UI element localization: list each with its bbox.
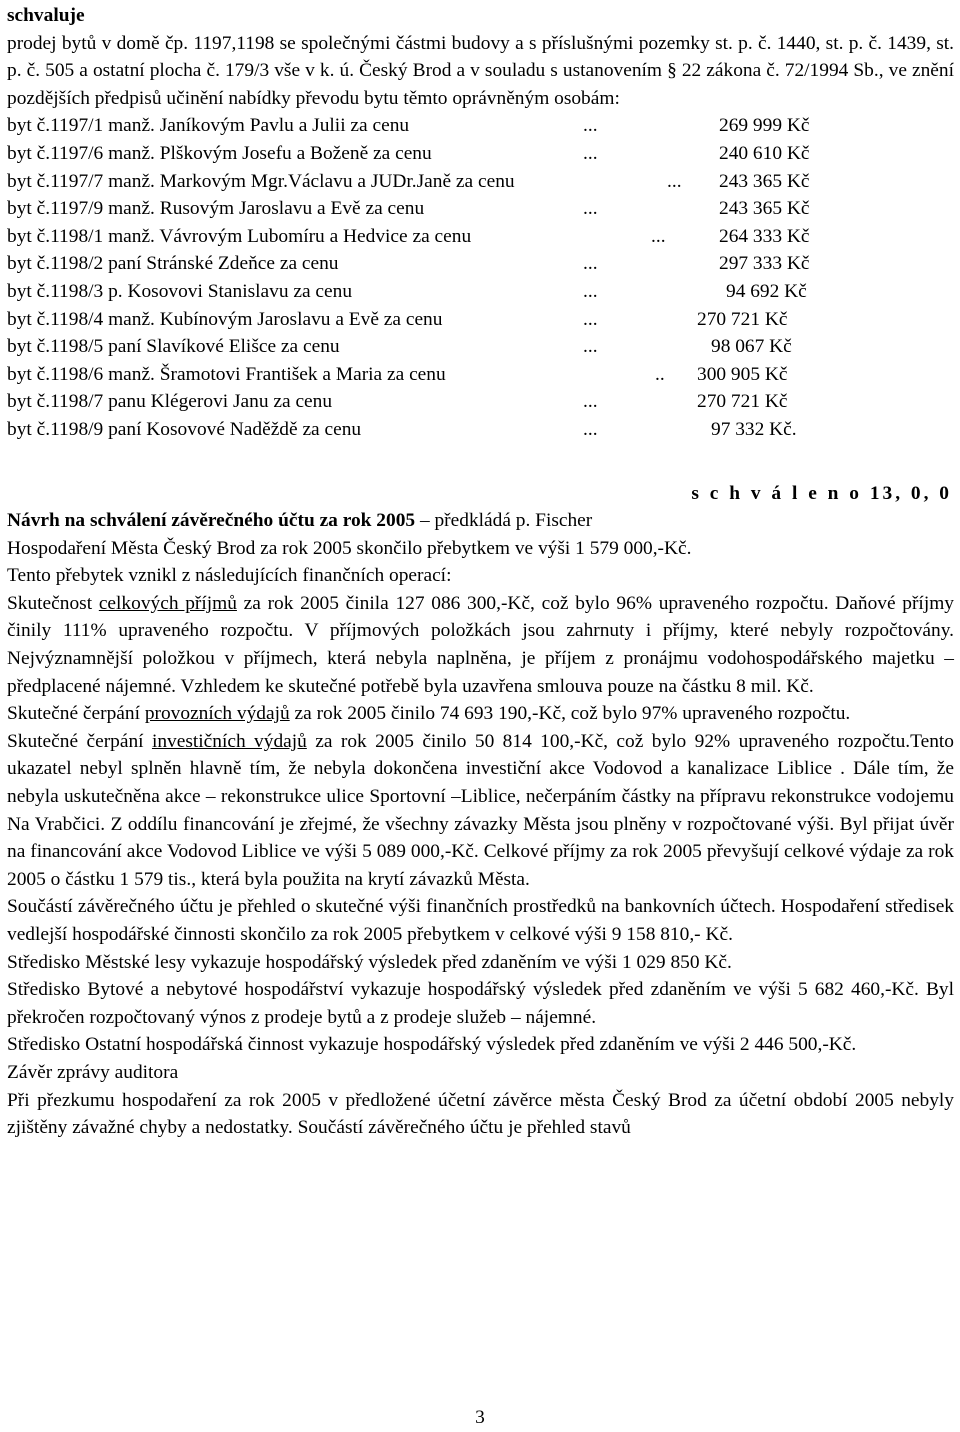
proposal-title: Návrh na schválení závěrečného účtu za rok 2005 xyxy=(7,510,416,532)
apartment-row xyxy=(7,333,954,361)
leader-dots: ... xyxy=(667,170,682,192)
paragraph-other-activity: Středisko Ostatní hospodářská činnost vykazuje hospodářský výsledek před zdaněním ve výši 2 446 500,-Kč. xyxy=(7,1034,857,1056)
apartment-price: 94 692 Kč xyxy=(726,280,807,302)
apartment-price: 243 365 Kč xyxy=(719,170,810,192)
apartment-price: 270 721 Kč xyxy=(697,308,788,330)
apartment-price: 264 333 Kč xyxy=(719,225,810,247)
leader-dots: ... xyxy=(583,418,598,440)
apartment-price: 270 721 Kč xyxy=(697,391,788,413)
paragraph-operating-expenses: Skutečné čerpání provozních výdajů za rok 2005 činilo 74 693 190,-Kč, což bylo 97% upraveného rozpočtu. xyxy=(7,703,851,725)
approval-result: s c h v á l e n o 13, 0, 0 xyxy=(691,482,952,504)
page-number: 3 xyxy=(475,1407,485,1428)
apartment-row xyxy=(7,306,954,334)
apartment-price: 97 332 Kč. xyxy=(711,418,797,440)
apartment-row xyxy=(7,250,954,278)
apartment-row xyxy=(7,112,954,140)
leader-dots: ... xyxy=(583,198,598,220)
apartment-description: byt č.1198/3 p. Kosovovi Stanislavu za cenu xyxy=(7,280,353,302)
leader-dots: ... xyxy=(583,336,598,358)
leader-dots: .. xyxy=(655,363,665,385)
apartment-list xyxy=(7,112,954,443)
apartment-row xyxy=(7,140,954,168)
apartment-price: 98 067 Kč xyxy=(711,336,792,358)
paragraph-investment-expenses: Skutečné čerpání investičních výdajů za rok 2005 činilo 50 814 100,-Kč, což bylo 92% upraveného rozpočtu.Tento ukazatel nebyl splněn hlavně tím, že nebyla dokončena investiční akce Vodovod a kanalizace Liblice . Dále tím, že nebyla uskutečněna akce – rekonstrukce ulice Sportovní –Liblice, nečerpáním částky na přípravu rekonstrukce vodojemu Na Vrabčici. Z oddílu financování je zřejmé, že všechny závazky Města jsou plněny v rozpočtované výši. Byl přijat úvěr na financování akce Vodovod Liblice ve výši 5 089 000,-Kč. Celkové příjmy za rok 2005 převyšují celkové výdaje za rok 2005 o částku 1 579 tis., která byla použita na krytí závazků Města. xyxy=(7,730,955,890)
leader-dots: ... xyxy=(651,225,666,247)
intro-paragraph: prodej bytů v domě čp. 1197,1198 se společnými částmi budovy a s příslušnými pozemky st. p. č. 1440, st. p. č. 1439, st. p. č. 505 a ostatní plocha č. 179/3 vše v k. ú. Český Brod a v souladu s ustanovením § 22 zákona č. 72/1994 Sb., ve znění pozdějších předpisů učinění nabídky převodu bytu těmto oprávněným osobám: xyxy=(7,32,954,109)
apartment-price: 269 999 Kč xyxy=(719,115,810,137)
document-page xyxy=(7,0,954,1142)
apartment-row xyxy=(7,195,954,223)
paragraph-audit: Při přezkumu hospodaření za rok 2005 v předložené účetní závěrce města Český Brod za účetní období 2005 nebyly zjištěny závažné chyby a nedostatky. Součástí závěrečného účtu je přehled stavů xyxy=(7,1089,954,1139)
underlined-term: provozních výdajů xyxy=(144,703,290,725)
underlined-term: celkových příjmů xyxy=(98,592,237,614)
apartment-description: byt č.1197/1 manž. Janíkovým Pavlu a Julii za cenu xyxy=(7,115,410,137)
paragraph-housing: Středisko Bytové a nebytové hospodářství vykazuje hospodářský výsledek před zdaněním ve výši 5 682 460,-Kč. Byl překročen rozpočtovaný výnos z prodeje bytů a z prodeje služeb – nájemné. xyxy=(7,979,954,1028)
underlined-term: investičních výdajů xyxy=(151,730,307,752)
auditor-conclusion-heading: Závěr zprávy auditora xyxy=(7,1061,179,1083)
leader-dots: ... xyxy=(583,142,598,164)
apartment-description: byt č.1198/5 paní Slavíkové Elišce za cenu xyxy=(7,336,340,358)
apartment-description: byt č.1198/7 panu Klégerovi Janu za cenu xyxy=(7,391,333,413)
apartment-description: byt č.1198/9 paní Kosovové Naděždě za cenu xyxy=(7,418,362,440)
apartment-price: 297 333 Kč xyxy=(719,253,810,275)
apartment-price: 300 905 Kč xyxy=(697,363,788,385)
paragraph-bank-accounts: Součástí závěrečného účtu je přehled o skutečné výši finančních prostředků na bankovních účtech. Hospodaření středisek vedlejší hospodářské činnosti skončilo za rok 2005 přebytkem v celkové výši 9 158 810,- Kč. xyxy=(7,896,954,945)
apartment-price: 243 365 Kč xyxy=(719,198,810,220)
apartment-price: 240 610 Kč xyxy=(719,142,810,164)
apartment-description: byt č.1198/4 manž. Kubínovým Jaroslavu a Evě za cenu xyxy=(7,308,443,330)
apartment-row xyxy=(7,361,954,389)
proposal-line xyxy=(7,507,954,535)
leader-dots: ... xyxy=(583,391,598,413)
paragraph-revenue: Skutečnost celkových příjmů za rok 2005 činila 127 086 300,-Kč, což bylo 96% upraveného rozpočtu. Daňové příjmy činily 111% upraveného rozpočtu. V příjmových položkách jsou zahrnuty i příjmy, které nebyly rozpočtovány. Nejvýznamnější položkou v příjmech, která nebyla naplněna, je příjem z pronájmu vodohospodářského majetku – předplacené nájemné. Vzhledem ke skutečné potřebě byla uzavřena smlouva pouze na částku 8 mil. Kč. xyxy=(7,592,954,697)
leader-dots: ... xyxy=(583,115,598,137)
paragraph-intro-operations: Tento přebytek vznikl z následujících finančních operací: xyxy=(7,565,452,587)
apartment-row xyxy=(7,168,954,196)
apartment-description: byt č.1197/9 manž. Rusovým Jaroslavu a Evě za cenu xyxy=(7,198,425,220)
apartment-row xyxy=(7,388,954,416)
apartment-description: byt č.1198/1 manž. Vávrovým Lubomíru a Hedvice za cenu xyxy=(7,225,472,247)
leader-dots: ... xyxy=(583,280,598,302)
paragraph-result: Hospodaření Města Český Brod za rok 2005 skončilo přebytkem ve výši 1 579 000,-Kč. xyxy=(7,537,692,559)
apartment-description: byt č.1198/2 paní Stránské Zdeňce za cenu xyxy=(7,253,339,275)
proposal-presenter: – předkládá p. Fischer xyxy=(415,510,593,532)
paragraph-forests: Středisko Městské lesy vykazuje hospodářský výsledek před zdaněním ve výši 1 029 850 Kč. xyxy=(7,951,732,973)
apartment-description: byt č.1197/6 manž. Plškovým Josefu a Boženě za cenu xyxy=(7,142,432,164)
section-heading: schvaluje xyxy=(7,5,85,26)
apartment-description: byt č.1197/7 manž. Markovým Mgr.Václavu a JUDr.Janě za cenu xyxy=(7,170,515,192)
apartment-row xyxy=(7,278,954,306)
leader-dots: ... xyxy=(583,253,598,275)
apartment-row xyxy=(7,223,954,251)
apartment-description: byt č.1198/6 manž. Šramotovi František a Maria za cenu xyxy=(7,363,446,385)
apartment-row xyxy=(7,416,954,444)
leader-dots: ... xyxy=(583,308,598,330)
